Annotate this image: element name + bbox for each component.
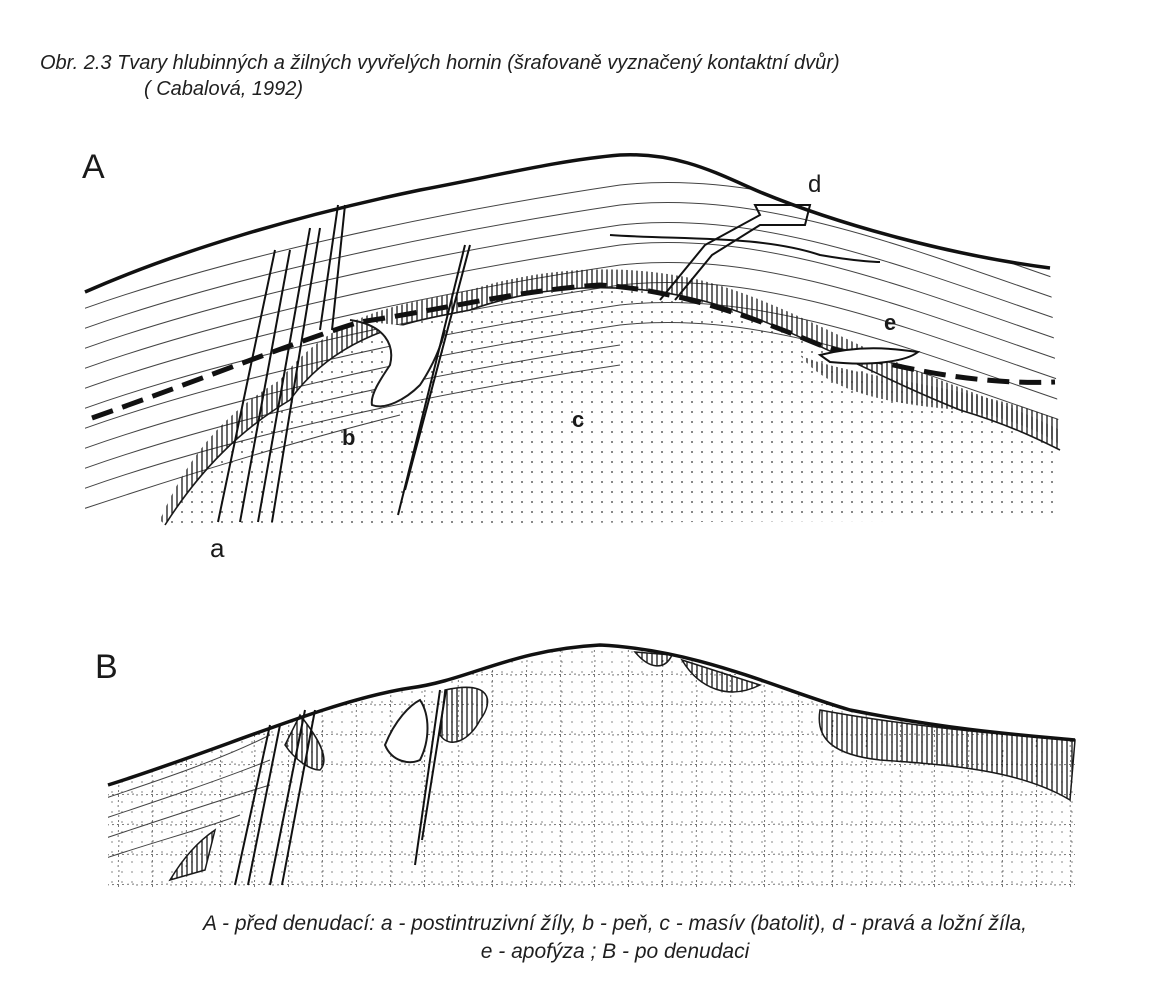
- figure-caption: [100, 910, 1130, 966]
- panel-b-label: B: [95, 648, 118, 686]
- panel-b-batholith: [100, 640, 1080, 900]
- callout-e: e: [884, 310, 897, 335]
- panel-a-label: A: [82, 148, 105, 186]
- callout-d: d: [808, 171, 822, 198]
- caption-line1: A - před denudací: a - postintruzivní žíly, b - peň, c - masív (batolit), d - pravá a ložní žíla,: [202, 912, 1027, 935]
- panel-b: [95, 640, 1080, 900]
- callout-c: c: [572, 407, 585, 432]
- callout-a: a: [210, 533, 225, 563]
- figure-title-source: ( Cabalová, 1992): [144, 78, 303, 100]
- caption-line2: e - apofýza ; B - po denudaci: [480, 940, 750, 963]
- figure-title-line1: Obr. 2.3 Tvary hlubinných a žilných vyvřelých hornin (šrafovaně vyznačený kontaktní dvůr): [40, 52, 840, 74]
- panel-a: [80, 148, 1060, 563]
- callout-b: b: [342, 425, 356, 450]
